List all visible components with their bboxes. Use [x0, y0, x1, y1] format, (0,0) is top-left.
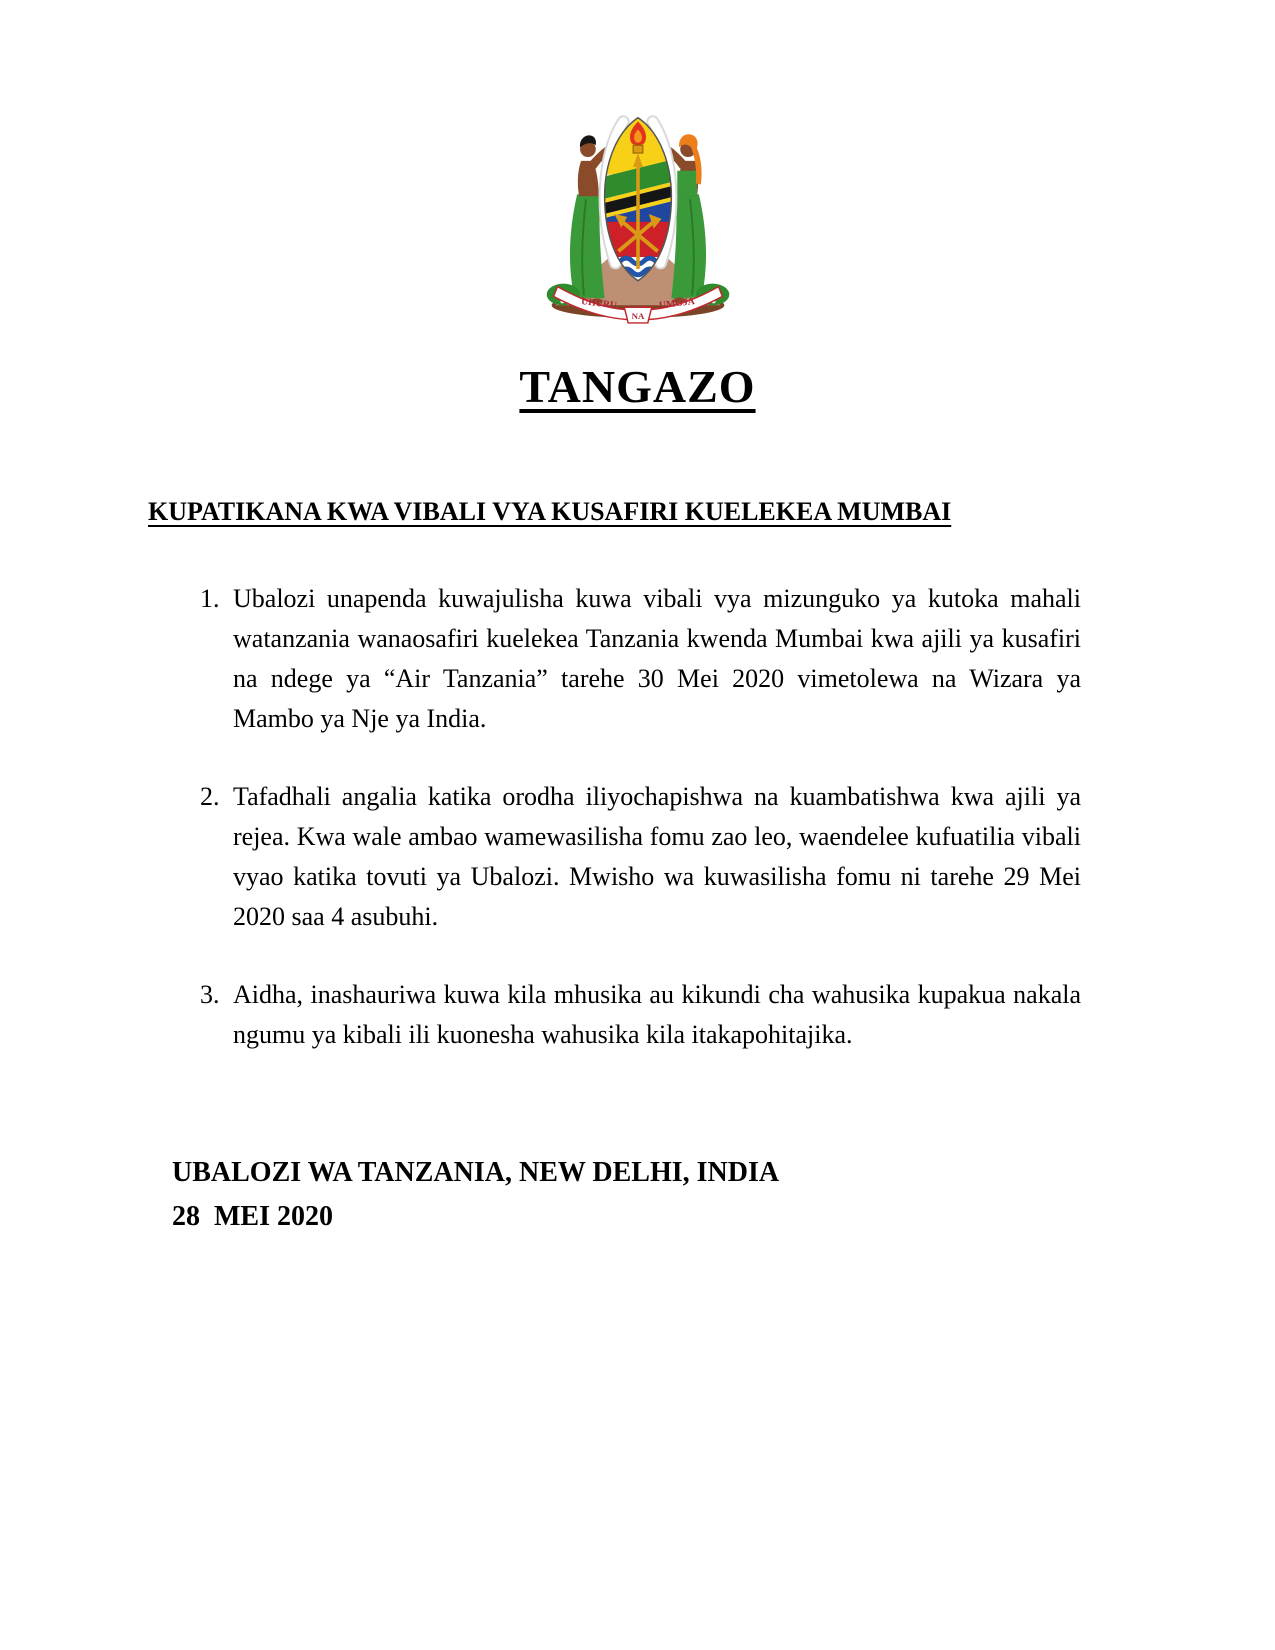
list-item-number: 2. — [200, 782, 220, 811]
document-heading — [148, 497, 1127, 527]
footer-organization: UBALOZI WA TANZANIA, NEW DELHI, INDIA — [172, 1157, 780, 1188]
list-item-number: 1. — [200, 584, 220, 613]
document-title — [148, 360, 1127, 413]
list-item-text: Aidha, inashauriwa kuwa kila mhusika au kikundi cha wahusika kupakua nakala ngumu ya kibali ili kuonesha wahusika kila itakapohitajika. — [233, 980, 1081, 1049]
footer-date: 28 MEI 2020 — [172, 1201, 333, 1232]
motto-text-left: UHURU — [580, 296, 618, 312]
document-title-text: TANGAZO — [519, 361, 756, 412]
document-page — [148, 0, 1127, 1239]
announcement-list — [200, 579, 1081, 1055]
list-item — [200, 975, 1081, 1055]
tanzania-coat-of-arms-icon — [530, 96, 746, 326]
list-item-text: Tafadhali angalia katika orodha iliyochapishwa na kuambatishwa kwa ajili ya rejea. Kwa wale ambao wamewasilisha fomu zao leo, waendelee kufuatilia vibali vyao katika tovuti ya Ubalozi. Mwisho wa kuwasilisha fomu ni tarehe 29 Mei 2020 saa 4 asubuhi. — [233, 782, 1081, 931]
list-item — [200, 777, 1081, 937]
list-item-number: 3. — [200, 980, 220, 1009]
motto-text-right: UMOJA — [657, 296, 695, 312]
motto-text-center: NA — [631, 311, 644, 321]
list-item-text: Ubalozi unapenda kuwajulisha kuwa vibali vya mizunguko ya kutoka mahali watanzania wanaosafiri kuelekea Tanzania kwenda Mumbai kwa ajili ya kusafiri na ndege ya “Air Tanzania” tarehe 30 Mei 2020 vimetolewa na Wizara ya Mambo ya Nje ya India. — [233, 584, 1081, 733]
document-heading-text: KUPATIKANA KWA VIBALI VYA KUSAFIRI KUELEKEA MUMBAI — [148, 497, 952, 526]
document-footer — [148, 1151, 1127, 1239]
emblem-region — [148, 0, 1127, 326]
list-item — [200, 579, 1081, 739]
